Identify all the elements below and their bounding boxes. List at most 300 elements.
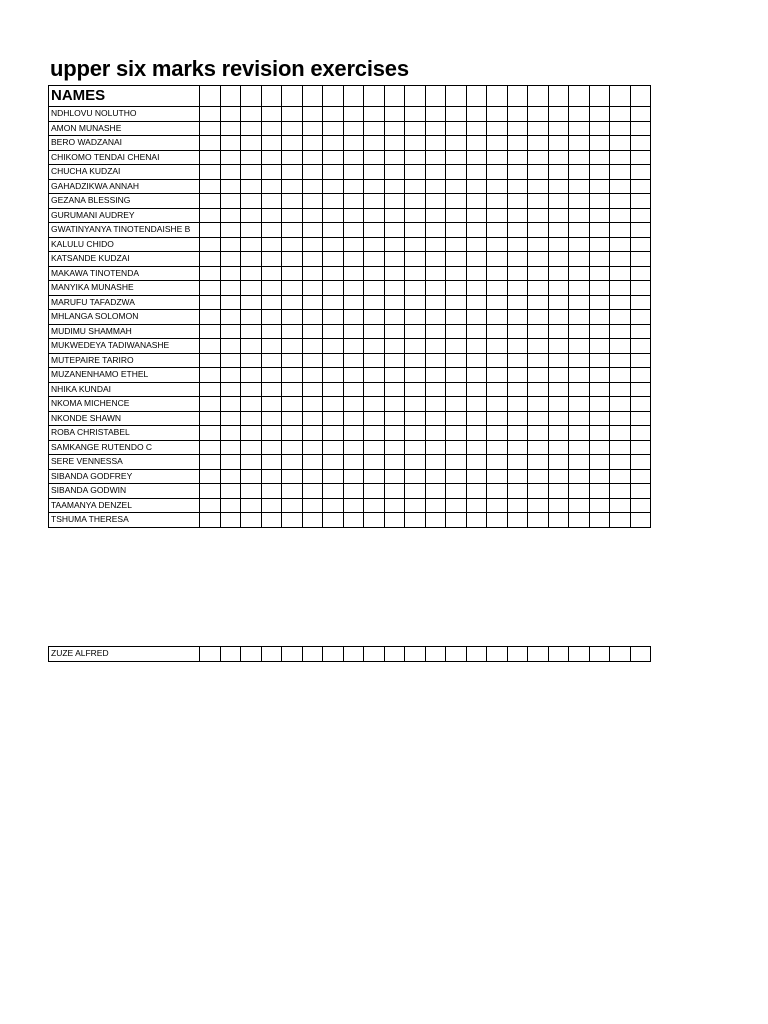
mark-cell[interactable] bbox=[630, 179, 651, 194]
mark-cell[interactable] bbox=[241, 150, 262, 165]
mark-cell[interactable] bbox=[610, 513, 631, 528]
mark-cell[interactable] bbox=[528, 150, 549, 165]
mark-cell[interactable] bbox=[302, 397, 323, 412]
mark-cell[interactable] bbox=[343, 513, 364, 528]
mark-cell[interactable] bbox=[343, 440, 364, 455]
mark-cell[interactable] bbox=[282, 86, 303, 107]
mark-cell[interactable] bbox=[200, 411, 221, 426]
mark-cell[interactable] bbox=[630, 165, 651, 180]
mark-cell[interactable] bbox=[446, 339, 467, 354]
mark-cell[interactable] bbox=[466, 647, 487, 662]
mark-cell[interactable] bbox=[200, 440, 221, 455]
mark-cell[interactable] bbox=[323, 281, 344, 296]
mark-cell[interactable] bbox=[446, 353, 467, 368]
mark-cell[interactable] bbox=[261, 223, 282, 238]
mark-cell[interactable] bbox=[610, 455, 631, 470]
mark-cell[interactable] bbox=[528, 382, 549, 397]
mark-cell[interactable] bbox=[425, 266, 446, 281]
mark-cell[interactable] bbox=[405, 324, 426, 339]
mark-cell[interactable] bbox=[261, 194, 282, 209]
mark-cell[interactable] bbox=[405, 107, 426, 122]
mark-cell[interactable] bbox=[261, 150, 282, 165]
mark-cell[interactable] bbox=[487, 208, 508, 223]
mark-cell[interactable] bbox=[343, 266, 364, 281]
mark-cell[interactable] bbox=[384, 469, 405, 484]
mark-cell[interactable] bbox=[487, 150, 508, 165]
mark-cell[interactable] bbox=[384, 136, 405, 151]
mark-cell[interactable] bbox=[466, 237, 487, 252]
mark-cell[interactable] bbox=[302, 647, 323, 662]
mark-cell[interactable] bbox=[302, 310, 323, 325]
mark-cell[interactable] bbox=[384, 237, 405, 252]
mark-cell[interactable] bbox=[466, 440, 487, 455]
mark-cell[interactable] bbox=[241, 455, 262, 470]
mark-cell[interactable] bbox=[466, 86, 487, 107]
mark-cell[interactable] bbox=[548, 223, 569, 238]
mark-cell[interactable] bbox=[282, 107, 303, 122]
mark-cell[interactable] bbox=[507, 136, 528, 151]
mark-cell[interactable] bbox=[466, 165, 487, 180]
mark-cell[interactable] bbox=[323, 455, 344, 470]
mark-cell[interactable] bbox=[610, 179, 631, 194]
mark-cell[interactable] bbox=[610, 107, 631, 122]
mark-cell[interactable] bbox=[630, 353, 651, 368]
mark-cell[interactable] bbox=[507, 397, 528, 412]
mark-cell[interactable] bbox=[384, 252, 405, 267]
mark-cell[interactable] bbox=[405, 150, 426, 165]
mark-cell[interactable] bbox=[466, 353, 487, 368]
mark-cell[interactable] bbox=[589, 179, 610, 194]
mark-cell[interactable] bbox=[323, 498, 344, 513]
mark-cell[interactable] bbox=[323, 426, 344, 441]
mark-cell[interactable] bbox=[220, 165, 241, 180]
mark-cell[interactable] bbox=[323, 310, 344, 325]
mark-cell[interactable] bbox=[343, 281, 364, 296]
mark-cell[interactable] bbox=[261, 397, 282, 412]
mark-cell[interactable] bbox=[548, 107, 569, 122]
mark-cell[interactable] bbox=[241, 324, 262, 339]
mark-cell[interactable] bbox=[425, 310, 446, 325]
mark-cell[interactable] bbox=[282, 368, 303, 383]
mark-cell[interactable] bbox=[610, 382, 631, 397]
mark-cell[interactable] bbox=[630, 266, 651, 281]
mark-cell[interactable] bbox=[323, 165, 344, 180]
mark-cell[interactable] bbox=[200, 208, 221, 223]
mark-cell[interactable] bbox=[200, 237, 221, 252]
mark-cell[interactable] bbox=[487, 121, 508, 136]
mark-cell[interactable] bbox=[405, 136, 426, 151]
mark-cell[interactable] bbox=[487, 136, 508, 151]
mark-cell[interactable] bbox=[405, 86, 426, 107]
mark-cell[interactable] bbox=[507, 411, 528, 426]
mark-cell[interactable] bbox=[446, 484, 467, 499]
mark-cell[interactable] bbox=[487, 86, 508, 107]
mark-cell[interactable] bbox=[282, 208, 303, 223]
mark-cell[interactable] bbox=[425, 281, 446, 296]
mark-cell[interactable] bbox=[241, 310, 262, 325]
mark-cell[interactable] bbox=[405, 455, 426, 470]
mark-cell[interactable] bbox=[323, 647, 344, 662]
mark-cell[interactable] bbox=[630, 324, 651, 339]
mark-cell[interactable] bbox=[548, 179, 569, 194]
mark-cell[interactable] bbox=[589, 281, 610, 296]
mark-cell[interactable] bbox=[466, 107, 487, 122]
mark-cell[interactable] bbox=[569, 281, 590, 296]
mark-cell[interactable] bbox=[282, 339, 303, 354]
mark-cell[interactable] bbox=[425, 208, 446, 223]
mark-cell[interactable] bbox=[343, 484, 364, 499]
mark-cell[interactable] bbox=[630, 368, 651, 383]
mark-cell[interactable] bbox=[200, 382, 221, 397]
mark-cell[interactable] bbox=[200, 121, 221, 136]
mark-cell[interactable] bbox=[384, 310, 405, 325]
mark-cell[interactable] bbox=[466, 426, 487, 441]
mark-cell[interactable] bbox=[630, 237, 651, 252]
mark-cell[interactable] bbox=[446, 498, 467, 513]
mark-cell[interactable] bbox=[425, 295, 446, 310]
mark-cell[interactable] bbox=[405, 469, 426, 484]
mark-cell[interactable] bbox=[261, 455, 282, 470]
mark-cell[interactable] bbox=[220, 513, 241, 528]
mark-cell[interactable] bbox=[528, 498, 549, 513]
mark-cell[interactable] bbox=[384, 484, 405, 499]
mark-cell[interactable] bbox=[200, 86, 221, 107]
mark-cell[interactable] bbox=[630, 121, 651, 136]
mark-cell[interactable] bbox=[384, 324, 405, 339]
mark-cell[interactable] bbox=[364, 469, 385, 484]
mark-cell[interactable] bbox=[466, 469, 487, 484]
mark-cell[interactable] bbox=[487, 368, 508, 383]
mark-cell[interactable] bbox=[200, 368, 221, 383]
mark-cell[interactable] bbox=[548, 281, 569, 296]
mark-cell[interactable] bbox=[343, 295, 364, 310]
mark-cell[interactable] bbox=[569, 121, 590, 136]
mark-cell[interactable] bbox=[487, 484, 508, 499]
mark-cell[interactable] bbox=[220, 150, 241, 165]
mark-cell[interactable] bbox=[343, 455, 364, 470]
mark-cell[interactable] bbox=[384, 194, 405, 209]
mark-cell[interactable] bbox=[589, 411, 610, 426]
mark-cell[interactable] bbox=[384, 86, 405, 107]
mark-cell[interactable] bbox=[241, 281, 262, 296]
mark-cell[interactable] bbox=[364, 455, 385, 470]
mark-cell[interactable] bbox=[384, 498, 405, 513]
mark-cell[interactable] bbox=[630, 208, 651, 223]
mark-cell[interactable] bbox=[528, 339, 549, 354]
mark-cell[interactable] bbox=[220, 397, 241, 412]
mark-cell[interactable] bbox=[302, 498, 323, 513]
mark-cell[interactable] bbox=[282, 179, 303, 194]
mark-cell[interactable] bbox=[425, 484, 446, 499]
mark-cell[interactable] bbox=[548, 266, 569, 281]
mark-cell[interactable] bbox=[569, 136, 590, 151]
mark-cell[interactable] bbox=[425, 368, 446, 383]
mark-cell[interactable] bbox=[507, 368, 528, 383]
mark-cell[interactable] bbox=[569, 324, 590, 339]
mark-cell[interactable] bbox=[569, 455, 590, 470]
mark-cell[interactable] bbox=[610, 498, 631, 513]
mark-cell[interactable] bbox=[405, 647, 426, 662]
mark-cell[interactable] bbox=[548, 426, 569, 441]
mark-cell[interactable] bbox=[507, 281, 528, 296]
mark-cell[interactable] bbox=[343, 179, 364, 194]
mark-cell[interactable] bbox=[630, 411, 651, 426]
mark-cell[interactable] bbox=[466, 223, 487, 238]
mark-cell[interactable] bbox=[630, 252, 651, 267]
mark-cell[interactable] bbox=[630, 382, 651, 397]
mark-cell[interactable] bbox=[220, 324, 241, 339]
mark-cell[interactable] bbox=[364, 179, 385, 194]
mark-cell[interactable] bbox=[220, 455, 241, 470]
mark-cell[interactable] bbox=[487, 353, 508, 368]
mark-cell[interactable] bbox=[610, 223, 631, 238]
mark-cell[interactable] bbox=[589, 136, 610, 151]
mark-cell[interactable] bbox=[569, 165, 590, 180]
mark-cell[interactable] bbox=[446, 194, 467, 209]
mark-cell[interactable] bbox=[282, 324, 303, 339]
mark-cell[interactable] bbox=[528, 107, 549, 122]
mark-cell[interactable] bbox=[487, 324, 508, 339]
mark-cell[interactable] bbox=[548, 647, 569, 662]
mark-cell[interactable] bbox=[405, 194, 426, 209]
mark-cell[interactable] bbox=[589, 121, 610, 136]
mark-cell[interactable] bbox=[446, 455, 467, 470]
mark-cell[interactable] bbox=[241, 353, 262, 368]
mark-cell[interactable] bbox=[425, 469, 446, 484]
mark-cell[interactable] bbox=[364, 411, 385, 426]
mark-cell[interactable] bbox=[343, 86, 364, 107]
mark-cell[interactable] bbox=[200, 150, 221, 165]
mark-cell[interactable] bbox=[282, 469, 303, 484]
mark-cell[interactable] bbox=[528, 179, 549, 194]
mark-cell[interactable] bbox=[343, 382, 364, 397]
mark-cell[interactable] bbox=[630, 339, 651, 354]
mark-cell[interactable] bbox=[220, 121, 241, 136]
mark-cell[interactable] bbox=[220, 411, 241, 426]
mark-cell[interactable] bbox=[261, 324, 282, 339]
mark-cell[interactable] bbox=[528, 484, 549, 499]
mark-cell[interactable] bbox=[261, 339, 282, 354]
mark-cell[interactable] bbox=[384, 121, 405, 136]
mark-cell[interactable] bbox=[610, 339, 631, 354]
mark-cell[interactable] bbox=[302, 353, 323, 368]
mark-cell[interactable] bbox=[630, 484, 651, 499]
mark-cell[interactable] bbox=[507, 121, 528, 136]
mark-cell[interactable] bbox=[220, 223, 241, 238]
mark-cell[interactable] bbox=[364, 194, 385, 209]
mark-cell[interactable] bbox=[569, 86, 590, 107]
mark-cell[interactable] bbox=[384, 179, 405, 194]
mark-cell[interactable] bbox=[364, 324, 385, 339]
mark-cell[interactable] bbox=[384, 368, 405, 383]
mark-cell[interactable] bbox=[589, 266, 610, 281]
mark-cell[interactable] bbox=[220, 266, 241, 281]
mark-cell[interactable] bbox=[466, 310, 487, 325]
mark-cell[interactable] bbox=[364, 382, 385, 397]
mark-cell[interactable] bbox=[425, 252, 446, 267]
mark-cell[interactable] bbox=[364, 295, 385, 310]
mark-cell[interactable] bbox=[282, 281, 303, 296]
mark-cell[interactable] bbox=[466, 455, 487, 470]
mark-cell[interactable] bbox=[364, 237, 385, 252]
mark-cell[interactable] bbox=[302, 165, 323, 180]
mark-cell[interactable] bbox=[425, 455, 446, 470]
mark-cell[interactable] bbox=[528, 324, 549, 339]
mark-cell[interactable] bbox=[446, 513, 467, 528]
mark-cell[interactable] bbox=[384, 107, 405, 122]
mark-cell[interactable] bbox=[528, 469, 549, 484]
mark-cell[interactable] bbox=[589, 469, 610, 484]
mark-cell[interactable] bbox=[302, 252, 323, 267]
mark-cell[interactable] bbox=[364, 150, 385, 165]
mark-cell[interactable] bbox=[446, 382, 467, 397]
mark-cell[interactable] bbox=[200, 469, 221, 484]
mark-cell[interactable] bbox=[241, 194, 262, 209]
mark-cell[interactable] bbox=[241, 295, 262, 310]
mark-cell[interactable] bbox=[548, 310, 569, 325]
mark-cell[interactable] bbox=[405, 223, 426, 238]
mark-cell[interactable] bbox=[343, 647, 364, 662]
mark-cell[interactable] bbox=[528, 426, 549, 441]
mark-cell[interactable] bbox=[302, 136, 323, 151]
mark-cell[interactable] bbox=[446, 411, 467, 426]
mark-cell[interactable] bbox=[507, 208, 528, 223]
mark-cell[interactable] bbox=[528, 86, 549, 107]
mark-cell[interactable] bbox=[548, 237, 569, 252]
mark-cell[interactable] bbox=[425, 86, 446, 107]
mark-cell[interactable] bbox=[302, 107, 323, 122]
mark-cell[interactable] bbox=[261, 411, 282, 426]
mark-cell[interactable] bbox=[220, 339, 241, 354]
mark-cell[interactable] bbox=[466, 382, 487, 397]
mark-cell[interactable] bbox=[548, 194, 569, 209]
mark-cell[interactable] bbox=[610, 647, 631, 662]
mark-cell[interactable] bbox=[323, 295, 344, 310]
mark-cell[interactable] bbox=[343, 121, 364, 136]
mark-cell[interactable] bbox=[405, 368, 426, 383]
mark-cell[interactable] bbox=[364, 310, 385, 325]
mark-cell[interactable] bbox=[200, 223, 221, 238]
mark-cell[interactable] bbox=[446, 150, 467, 165]
mark-cell[interactable] bbox=[241, 484, 262, 499]
mark-cell[interactable] bbox=[548, 150, 569, 165]
mark-cell[interactable] bbox=[507, 223, 528, 238]
mark-cell[interactable] bbox=[528, 513, 549, 528]
mark-cell[interactable] bbox=[528, 397, 549, 412]
mark-cell[interactable] bbox=[343, 223, 364, 238]
mark-cell[interactable] bbox=[507, 353, 528, 368]
mark-cell[interactable] bbox=[610, 281, 631, 296]
mark-cell[interactable] bbox=[548, 498, 569, 513]
mark-cell[interactable] bbox=[528, 165, 549, 180]
mark-cell[interactable] bbox=[589, 339, 610, 354]
mark-cell[interactable] bbox=[323, 252, 344, 267]
mark-cell[interactable] bbox=[548, 513, 569, 528]
mark-cell[interactable] bbox=[425, 411, 446, 426]
mark-cell[interactable] bbox=[282, 411, 303, 426]
mark-cell[interactable] bbox=[364, 136, 385, 151]
mark-cell[interactable] bbox=[548, 324, 569, 339]
mark-cell[interactable] bbox=[405, 426, 426, 441]
mark-cell[interactable] bbox=[282, 426, 303, 441]
mark-cell[interactable] bbox=[487, 194, 508, 209]
mark-cell[interactable] bbox=[200, 513, 221, 528]
mark-cell[interactable] bbox=[610, 237, 631, 252]
mark-cell[interactable] bbox=[425, 136, 446, 151]
mark-cell[interactable] bbox=[343, 368, 364, 383]
mark-cell[interactable] bbox=[610, 469, 631, 484]
mark-cell[interactable] bbox=[528, 208, 549, 223]
mark-cell[interactable] bbox=[302, 194, 323, 209]
mark-cell[interactable] bbox=[466, 281, 487, 296]
mark-cell[interactable] bbox=[446, 237, 467, 252]
mark-cell[interactable] bbox=[589, 150, 610, 165]
mark-cell[interactable] bbox=[528, 295, 549, 310]
mark-cell[interactable] bbox=[610, 150, 631, 165]
mark-cell[interactable] bbox=[241, 237, 262, 252]
mark-cell[interactable] bbox=[261, 498, 282, 513]
mark-cell[interactable] bbox=[610, 353, 631, 368]
mark-cell[interactable] bbox=[569, 252, 590, 267]
mark-cell[interactable] bbox=[220, 353, 241, 368]
mark-cell[interactable] bbox=[610, 426, 631, 441]
mark-cell[interactable] bbox=[446, 368, 467, 383]
mark-cell[interactable] bbox=[261, 440, 282, 455]
mark-cell[interactable] bbox=[220, 136, 241, 151]
mark-cell[interactable] bbox=[507, 440, 528, 455]
mark-cell[interactable] bbox=[487, 252, 508, 267]
mark-cell[interactable] bbox=[302, 150, 323, 165]
mark-cell[interactable] bbox=[323, 513, 344, 528]
mark-cell[interactable] bbox=[405, 397, 426, 412]
mark-cell[interactable] bbox=[364, 165, 385, 180]
mark-cell[interactable] bbox=[507, 498, 528, 513]
mark-cell[interactable] bbox=[446, 252, 467, 267]
mark-cell[interactable] bbox=[569, 411, 590, 426]
mark-cell[interactable] bbox=[364, 353, 385, 368]
mark-cell[interactable] bbox=[548, 368, 569, 383]
mark-cell[interactable] bbox=[302, 295, 323, 310]
mark-cell[interactable] bbox=[405, 121, 426, 136]
mark-cell[interactable] bbox=[261, 107, 282, 122]
mark-cell[interactable] bbox=[241, 368, 262, 383]
mark-cell[interactable] bbox=[302, 484, 323, 499]
mark-cell[interactable] bbox=[425, 324, 446, 339]
mark-cell[interactable] bbox=[425, 223, 446, 238]
mark-cell[interactable] bbox=[528, 411, 549, 426]
mark-cell[interactable] bbox=[384, 426, 405, 441]
mark-cell[interactable] bbox=[630, 150, 651, 165]
mark-cell[interactable] bbox=[425, 179, 446, 194]
mark-cell[interactable] bbox=[630, 295, 651, 310]
mark-cell[interactable] bbox=[528, 266, 549, 281]
mark-cell[interactable] bbox=[507, 484, 528, 499]
mark-cell[interactable] bbox=[630, 498, 651, 513]
mark-cell[interactable] bbox=[507, 194, 528, 209]
mark-cell[interactable] bbox=[487, 179, 508, 194]
mark-cell[interactable] bbox=[487, 440, 508, 455]
mark-cell[interactable] bbox=[241, 469, 262, 484]
mark-cell[interactable] bbox=[343, 324, 364, 339]
mark-cell[interactable] bbox=[446, 469, 467, 484]
mark-cell[interactable] bbox=[569, 382, 590, 397]
mark-cell[interactable] bbox=[200, 324, 221, 339]
mark-cell[interactable] bbox=[220, 469, 241, 484]
mark-cell[interactable] bbox=[569, 339, 590, 354]
mark-cell[interactable] bbox=[466, 513, 487, 528]
mark-cell[interactable] bbox=[364, 368, 385, 383]
mark-cell[interactable] bbox=[528, 194, 549, 209]
